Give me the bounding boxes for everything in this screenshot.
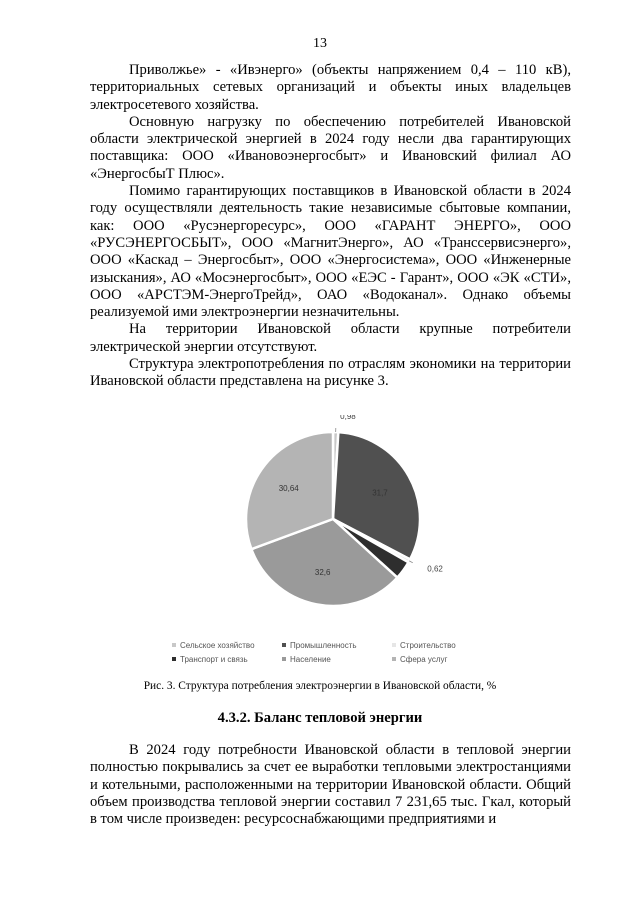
text-line: ООО «Энергосистема», ООО «Инженерные изыскания», [90, 252, 571, 286]
text-line: ООО «АРСТЭМ-ЭнергоТрейд», ОАО «Водоканал». Однако объемы [90, 286, 571, 303]
body-text-top [90, 62, 571, 391]
text-line: Помимо гарантирующих поставщиков в Ивановской области в [129, 183, 536, 200]
text-line: полностью покрывались за счет ее выработки тепловыми электростанциями [90, 759, 571, 776]
legend-swatch [282, 643, 286, 647]
paragraph [90, 356, 571, 391]
text-line: В 2024 году потребности Ивановской области в тепловой энергии [129, 742, 571, 758]
text-line: который в том числе произведен: ресурсоснабжающими предприятиями и [90, 793, 571, 828]
legend-label: Промышленность [290, 640, 357, 650]
text-line: Приволжье» - «Ивэнерго» (объекты напряжением 0,4 – 110 кВ), [129, 62, 571, 78]
text-line: 2024 году осуществляли деятельность такие независимые сбытовые [90, 183, 571, 217]
text-line: области электрической энергией в 2024 году несли два гарантирующих [90, 131, 571, 148]
paragraph [90, 62, 571, 114]
page-number: 13 [313, 36, 327, 51]
pie-data-label-4: 32,6 [314, 567, 331, 577]
paragraph [90, 742, 571, 828]
legend-swatch [172, 643, 176, 647]
legend-swatch [392, 657, 396, 661]
text-line: ООО «РУСЭНЕРГОСБЫТ», ООО «МагнитЭнерго», [90, 217, 571, 251]
legend-item [172, 655, 282, 664]
text-line: электросетевого хозяйства. [90, 96, 259, 113]
text-line: территории Ивановской области представлена на рисунке 3. [90, 356, 571, 390]
pie-data-label-1: 31,7 [372, 488, 388, 498]
legend-swatch [392, 643, 396, 647]
text-line: компании, как: ООО «Русэнергоресурс», ООО «ГАРАНТ ЭНЕРГО», [90, 200, 571, 234]
text-line: территориальных сетевых организаций и объекты иных владельцев [90, 79, 571, 96]
pie-data-label-0: 0,98 [340, 415, 356, 422]
text-line: Основную нагрузку по обеспечению потребителей Ивановской [129, 113, 571, 130]
legend-label: Транспорт и связь [180, 654, 248, 664]
paragraph [90, 183, 571, 321]
text-line: Структура электропотребления по отраслям экономики на [129, 356, 495, 373]
legend-item [392, 655, 502, 664]
legend-item [282, 641, 392, 650]
text-line: и котельными, расположенными на территории Ивановской области. [90, 776, 522, 793]
figure-caption: Рис. 3. Структура потребления электроэнергии в Ивановской области, % [143, 680, 497, 692]
legend-item [392, 641, 502, 650]
legend-label: Строительство [400, 640, 456, 650]
chart-legend [172, 638, 502, 666]
legend-label: Сельское хозяйство [180, 640, 255, 650]
paragraph [90, 321, 571, 356]
paragraph [90, 114, 571, 183]
text-line: АО «Мосэнергосбыт», ООО «ЕЭС - Гарант», ООО «ЭК «СТИ», [170, 269, 571, 286]
legend-label: Население [290, 654, 331, 664]
legend-item [282, 655, 392, 664]
pie-data-label-5: 30,64 [278, 484, 299, 494]
legend-swatch [282, 657, 286, 661]
legend-swatch [172, 657, 176, 661]
section-heading: 4.3.2. Баланс тепловой энергии [217, 710, 423, 726]
text-line: АО «Транссервисэнерго», ООО «Каскад – Энергосбыт», [90, 234, 571, 269]
legend-item [172, 641, 282, 650]
text-line: электрической энергии отсутствуют. [90, 338, 318, 355]
text-line: АО «ЭнергосбыТ Плюс». [90, 148, 571, 182]
pie-data-label-2: 0,62 [427, 564, 443, 574]
pie-chart [160, 415, 490, 675]
text-line: На территории Ивановской области крупные потребители [129, 321, 571, 338]
legend-label: Сфера услуг [400, 654, 448, 664]
text-line: реализуемой ими электроэнергии незначительны. [90, 304, 400, 321]
text-line: Общий объем производства тепловой энергии составил 7 231,65 тыс. Гкал, [90, 776, 571, 810]
text-line: поставщика: ООО «Ивановоэнергосбыт» и Ивановский филиал [90, 148, 537, 165]
body-text-bottom [90, 742, 571, 828]
